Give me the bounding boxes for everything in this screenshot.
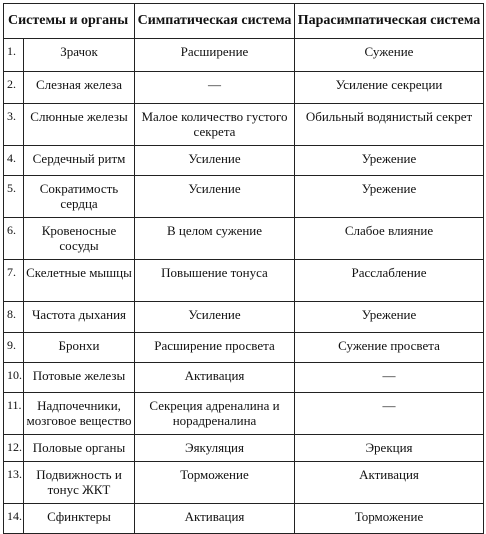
organ-cell: Слезная железа <box>24 72 135 104</box>
parasympathetic-cell: Урежение <box>295 302 484 333</box>
parasympathetic-cell: Усиление секреции <box>295 72 484 104</box>
sympathetic-cell: Расширение <box>135 39 295 72</box>
header-sympathetic: Симпатическая система <box>135 4 295 39</box>
sympathetic-cell: Активация <box>135 504 295 534</box>
sympathetic-cell: В целом сужение <box>135 218 295 260</box>
autonomic-systems-table <box>3 3 484 534</box>
organ-cell: Половые органы <box>24 435 135 462</box>
parasympathetic-cell: Слабое влияние <box>295 218 484 260</box>
row-number: 1. <box>4 39 24 72</box>
row-number: 13. <box>4 462 24 504</box>
row-number: 2. <box>4 72 24 104</box>
organ-cell: Кровеносные сосуды <box>24 218 135 260</box>
table-row <box>4 363 484 393</box>
table-row <box>4 176 484 218</box>
row-number: 5. <box>4 176 24 218</box>
parasympathetic-cell: — <box>295 393 484 435</box>
row-number: 14. <box>4 504 24 534</box>
organ-cell: Сердечный ритм <box>24 146 135 176</box>
table-row <box>4 72 484 104</box>
organ-cell: Слюнные железы <box>24 104 135 146</box>
organ-cell: Частота дыхания <box>24 302 135 333</box>
header-organs: Системы и органы <box>4 4 135 39</box>
table-row <box>4 333 484 363</box>
organ-cell: Потовые железы <box>24 363 135 393</box>
comparison-table-page <box>3 3 483 534</box>
table-row <box>4 302 484 333</box>
sympathetic-cell: Усиление <box>135 146 295 176</box>
row-number: 6. <box>4 218 24 260</box>
sympathetic-cell: Торможение <box>135 462 295 504</box>
row-number: 4. <box>4 146 24 176</box>
row-number: 9. <box>4 333 24 363</box>
table-row <box>4 218 484 260</box>
sympathetic-cell: — <box>135 72 295 104</box>
row-number: 10. <box>4 363 24 393</box>
row-number: 7. <box>4 260 24 302</box>
sympathetic-cell: Активация <box>135 363 295 393</box>
parasympathetic-cell: Эрекция <box>295 435 484 462</box>
row-number: 8. <box>4 302 24 333</box>
table-row <box>4 260 484 302</box>
parasympathetic-cell: Сужение <box>295 39 484 72</box>
parasympathetic-cell: — <box>295 363 484 393</box>
organ-cell: Скелетные мышцы <box>24 260 135 302</box>
table-row <box>4 462 484 504</box>
organ-cell: Подвижность и тонус ЖКТ <box>24 462 135 504</box>
parasympathetic-cell: Торможение <box>295 504 484 534</box>
table-row <box>4 39 484 72</box>
organ-cell: Сократимость сердца <box>24 176 135 218</box>
parasympathetic-cell: Обильный водянистый секрет <box>295 104 484 146</box>
table-row <box>4 393 484 435</box>
table-header-row <box>4 4 484 39</box>
table-row <box>4 435 484 462</box>
row-number: 3. <box>4 104 24 146</box>
header-parasympathetic: Парасимпатическая система <box>295 4 484 39</box>
organ-cell: Бронхи <box>24 333 135 363</box>
parasympathetic-cell: Расслабление <box>295 260 484 302</box>
parasympathetic-cell: Урежение <box>295 176 484 218</box>
table-row <box>4 504 484 534</box>
sympathetic-cell: Расширение просвета <box>135 333 295 363</box>
row-number: 12. <box>4 435 24 462</box>
organ-cell: Надпочечники, мозговое вещество <box>24 393 135 435</box>
sympathetic-cell: Малое количество густого секрета <box>135 104 295 146</box>
parasympathetic-cell: Урежение <box>295 146 484 176</box>
sympathetic-cell: Усиление <box>135 302 295 333</box>
sympathetic-cell: Эякуляция <box>135 435 295 462</box>
organ-cell: Сфинктеры <box>24 504 135 534</box>
organ-cell: Зрачок <box>24 39 135 72</box>
table-row <box>4 146 484 176</box>
sympathetic-cell: Секреция адреналина и норадреналина <box>135 393 295 435</box>
sympathetic-cell: Повышение тонуса <box>135 260 295 302</box>
sympathetic-cell: Усиление <box>135 176 295 218</box>
parasympathetic-cell: Активация <box>295 462 484 504</box>
table-row <box>4 104 484 146</box>
parasympathetic-cell: Сужение просвета <box>295 333 484 363</box>
row-number: 11. <box>4 393 24 435</box>
